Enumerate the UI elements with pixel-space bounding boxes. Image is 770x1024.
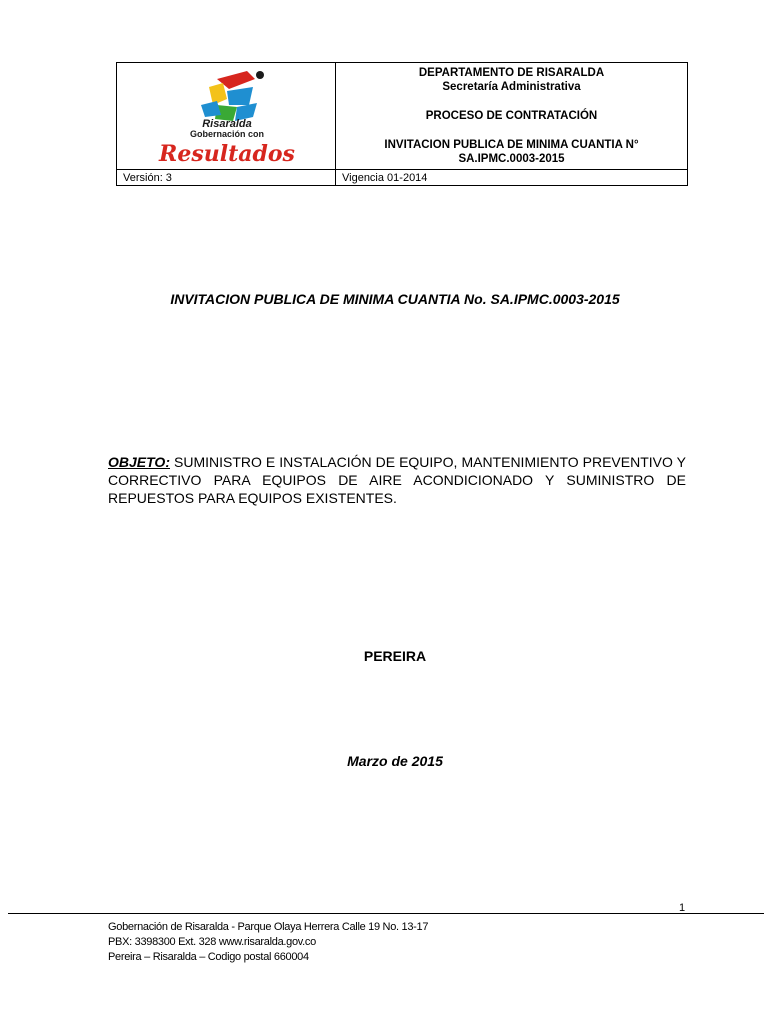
vigencia-label: Vigencia 01-2014 <box>342 172 428 184</box>
logo-text-risaralda: Risaralda <box>202 118 252 130</box>
footer-divider <box>8 913 764 914</box>
process-name: PROCESO DE CONTRATACIÓN <box>425 110 598 122</box>
logo-text-resultados: Resultados <box>159 141 295 167</box>
invitation-code: SA.IPMC.0003-2015 <box>458 153 565 165</box>
logo-cell <box>117 63 336 169</box>
header-bottom-row <box>117 169 687 186</box>
objeto-text: SUMINISTRO E INSTALACIÓN DE EQUIPO, MANTENIMIENTO PREVENTIVO Y CORRECTIVO PARA EQUIPOS DE AIRE ACONDICIONADO Y SUMINISTRO DE REPUESTOS PARA EQUIPOS EXISTENTES. <box>108 454 686 506</box>
document-title: INVITACION PUBLICA DE MINIMA CUANTIA No. SA.IPMC.0003-2015 <box>170 291 620 307</box>
version-label: Versión: 3 <box>117 170 336 186</box>
logo-text-gobernacion: Gobernación con <box>189 129 265 139</box>
city-name: PEREIRA <box>363 648 427 664</box>
document-date: Marzo de 2015 <box>347 753 443 769</box>
header-table <box>116 62 688 186</box>
page-number: 1 <box>679 902 686 914</box>
objeto-label: OBJETO: <box>108 454 170 470</box>
invitation-heading: INVITACION PUBLICA DE MINIMA CUANTIA N° <box>384 139 639 151</box>
objeto-paragraph <box>108 453 686 507</box>
risaralda-logo <box>157 65 297 167</box>
header-info-cell <box>336 63 687 169</box>
footer-contact: PBX: 3398300 Ext. 328 www.risaralda.gov.co <box>108 936 316 948</box>
footer <box>108 920 428 965</box>
footer-postal: Pereira – Risaralda – Codigo postal 660004 <box>108 951 309 963</box>
footer-address: Gobernación de Risaralda - Parque Olaya Herrera Calle 19 No. 13-17 <box>108 921 429 933</box>
department-name: DEPARTAMENTO DE RISARALDA <box>418 67 605 79</box>
secretariat-name: Secretaría Administrativa <box>442 81 581 93</box>
